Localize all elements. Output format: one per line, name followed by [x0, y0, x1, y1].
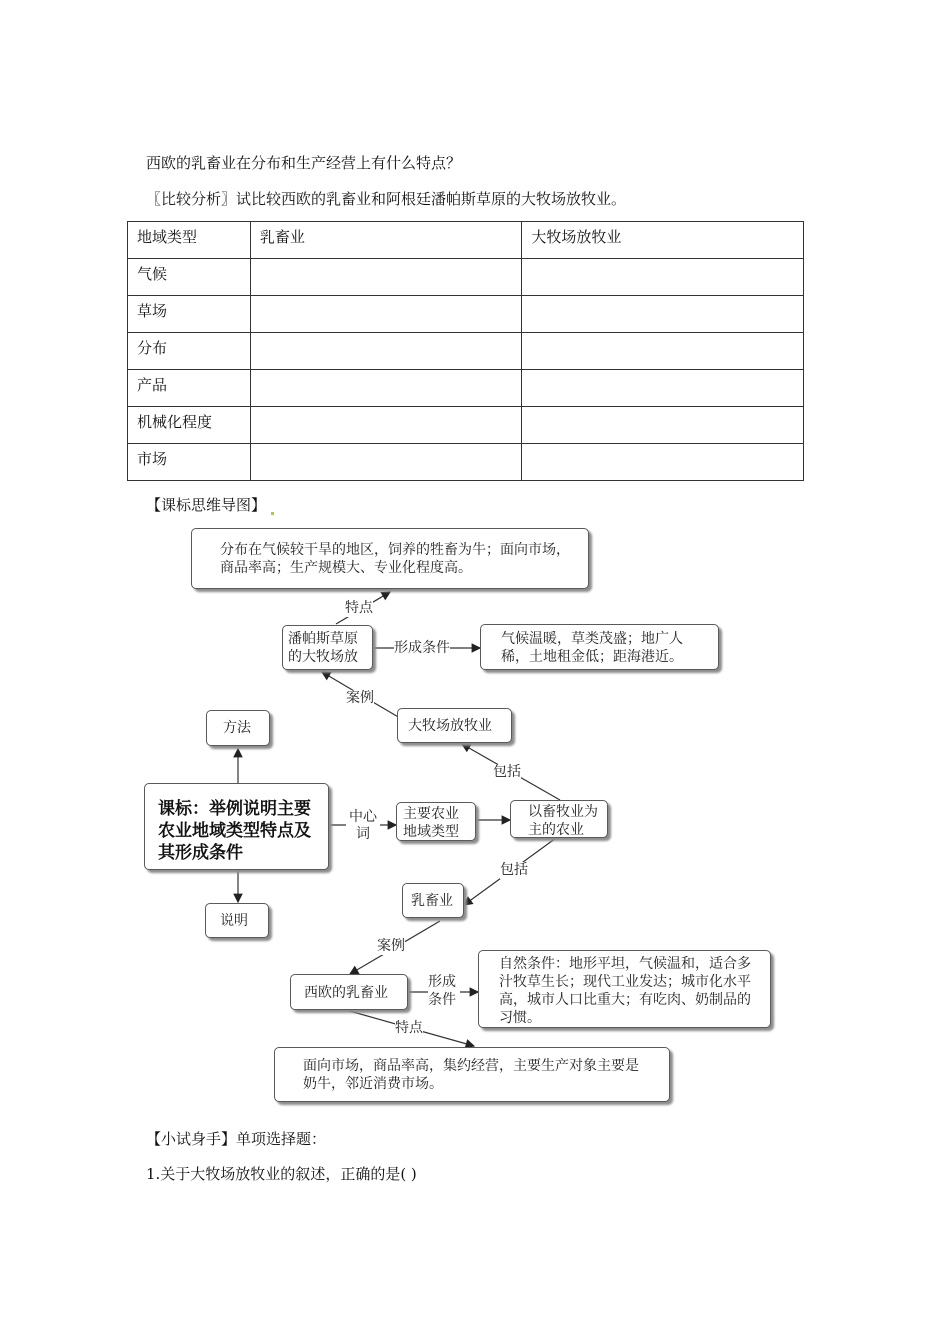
- node-natural-conditions: [478, 950, 771, 1028]
- table-header-cell: 乳畜业: [250, 222, 522, 259]
- node-explain-text: 说明: [220, 913, 248, 929]
- node-pampas-case: [282, 625, 373, 670]
- label-includes: 包括: [493, 764, 521, 780]
- label-case: 案例: [346, 690, 374, 706]
- row-label-mechanization: 机械化程度: [128, 407, 251, 444]
- node-livestock: [510, 800, 608, 838]
- node-ranching-text: 大牧场放牧业: [408, 718, 492, 734]
- label-features: 特点: [345, 600, 373, 616]
- node-natural-conditions-text: 自然条件：地形平坦，气候温和，适合多汁牧草生长；现代工业发达；城市化水平高，城市人口比重大；有吃肉、奶制品的习惯。: [499, 956, 751, 1026]
- label-keyword: 中心词: [346, 809, 380, 843]
- table-header-cell: 地域类型: [128, 222, 251, 259]
- node-feature-top-text: 分布在气候较干旱的地区，饲养的牲畜为牛；面向市场，商品率高；生产规模大、专业化程度高。: [220, 542, 570, 576]
- node-method-text: 方法: [223, 720, 251, 736]
- label-includes-bottom: 包括: [500, 862, 528, 878]
- node-feature-bottom-text: 面向市场，商品率高，集约经营，主要生产对象主要是奶牛，邻近消费市场。: [303, 1058, 639, 1092]
- node-standard: [144, 783, 329, 870]
- row-label-distribution: 分布: [128, 333, 251, 370]
- row-label-climate: 气候: [128, 259, 251, 296]
- node-method: [206, 710, 270, 746]
- node-main-types: [396, 802, 476, 841]
- node-main-types-text: 主要农业地域类型: [403, 806, 459, 840]
- node-livestock-text: 以畜牧业为主的农业: [528, 804, 598, 838]
- row-label-product: 产品: [128, 370, 251, 407]
- label-formation-bottom: 形成条件: [428, 973, 460, 1009]
- node-explain: [205, 903, 269, 938]
- node-feature-bottom: [274, 1047, 670, 1102]
- node-standard-text: 课标：举例说明主要农业地域类型特点及其形成条件: [158, 799, 311, 863]
- label-case-bottom: 案例: [377, 938, 405, 954]
- question-line: 西欧的乳畜业在分布和生产经营上有什么特点？: [146, 154, 462, 172]
- mindmap-heading-text: 【课标思维导图】: [146, 496, 267, 514]
- node-west-europe-dairy-text: 西欧的乳畜业: [304, 985, 388, 1001]
- node-pampas-case-text: 潘帕斯草原的大牧场放: [288, 631, 358, 665]
- question-1: 1.关于大牧场放牧业的叙述，正确的是( ): [146, 1165, 417, 1183]
- node-dairy-text: 乳畜业: [411, 893, 453, 909]
- node-ranching: [397, 708, 512, 743]
- node-west-europe-dairy: [290, 974, 408, 1010]
- practice-heading: 【小试身手】单项选择题：: [146, 1130, 327, 1148]
- node-pampas-conditions: [480, 624, 719, 670]
- table-header-cell: 大牧场放牧业: [522, 222, 804, 259]
- label-formation: 形成条件: [394, 640, 450, 656]
- node-feature-top: [191, 528, 589, 589]
- row-label-grassland: 草场: [128, 296, 251, 333]
- compare-instruction: 〖比较分析〗试比较西欧的乳畜业和阿根廷潘帕斯草原的大牧场放牧业。: [146, 190, 627, 208]
- label-features-bottom: 特点: [395, 1020, 423, 1036]
- row-label-market: 市场: [128, 444, 251, 481]
- node-pampas-conditions-text: 气候温暖，草类茂盛；地广人稀，土地租金低；距海港近。: [501, 631, 683, 665]
- node-dairy: [402, 883, 464, 918]
